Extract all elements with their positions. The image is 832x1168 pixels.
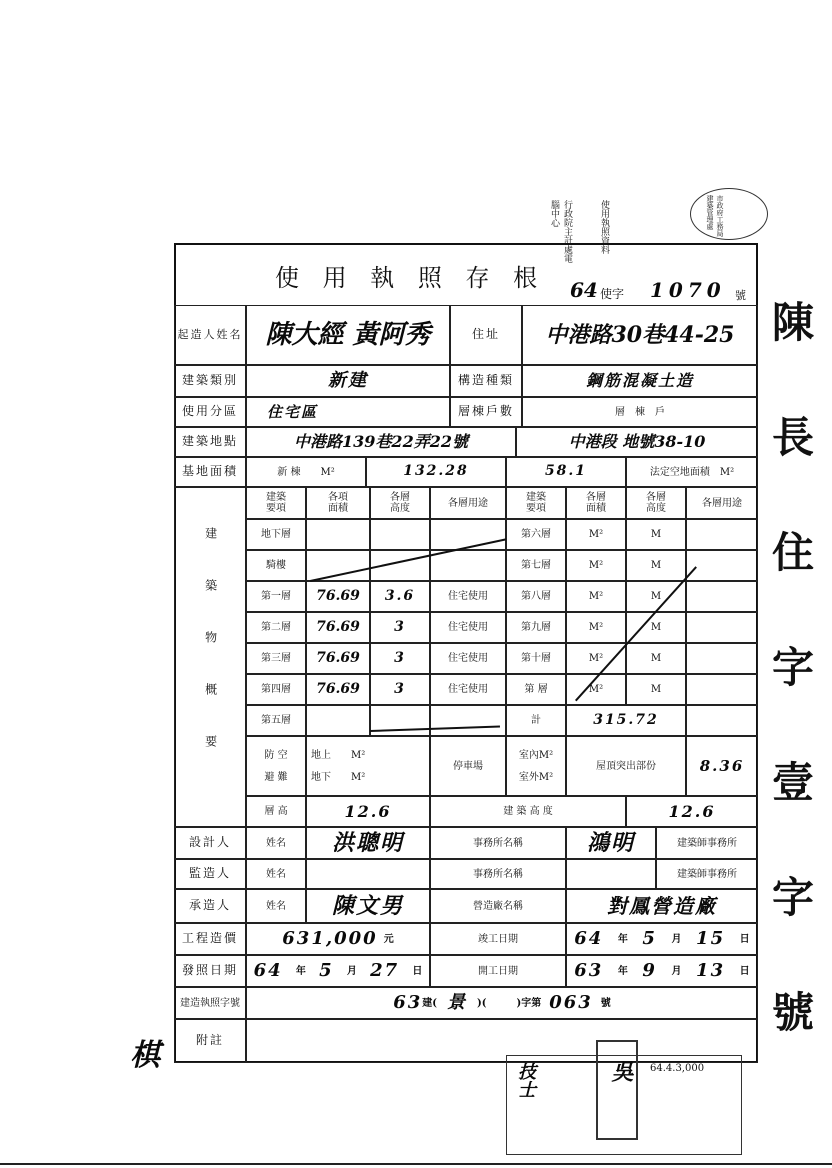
floor-name-right: 第六層 (506, 519, 566, 550)
floor-use-right (686, 612, 758, 643)
start-month: 9 (642, 960, 657, 982)
floor-name-right: 第十層 (506, 643, 566, 674)
design-architect: 建築師事務所 (656, 827, 758, 859)
issue-value: 64 年 5 月 27 日 (246, 955, 430, 987)
parking-values: 室內M² 室外M² (506, 736, 566, 796)
total-area: 315.72 (566, 705, 686, 736)
floor-height-right: M (626, 550, 686, 581)
defense-values: 地上 M² 地下 M² (306, 736, 430, 796)
col-item: 建築 要項 (246, 487, 306, 519)
legal-area: 法定空地面積 M² (626, 457, 758, 487)
margin-char: 陳 (772, 298, 815, 347)
address-value: 中港路30巷44-25 (522, 305, 758, 365)
floor-area (306, 705, 370, 736)
col-use: 各層用途 (430, 487, 506, 519)
circle-seal (690, 188, 768, 240)
structure-value: 鋼筋混凝土造 (522, 365, 758, 397)
floor-name: 地下層 (246, 519, 306, 550)
floor-name: 騎樓 (246, 550, 306, 581)
permit-label: 建造執照字號 (174, 987, 246, 1019)
floor-area-right: M² (566, 519, 626, 550)
design-office-value: 鴻明 (566, 827, 656, 859)
permit-value: 63 建( 景 )( )字第 063 號 (246, 987, 758, 1019)
col-use-r: 各層用途 (686, 487, 758, 519)
floor-name-right: 第 層 (506, 674, 566, 705)
builder-label: 起造人姓名 (174, 305, 246, 365)
margin-char: 字 (772, 643, 815, 692)
circle-seal-text: 市政府工務局建築管理處 (706, 195, 724, 237)
bottom-rule (0, 1163, 832, 1165)
permit-char: 建( (422, 997, 437, 1009)
floor-height-value: 12.6 (306, 796, 430, 827)
form-number: 1070 (650, 278, 726, 302)
floor-height-right: M (626, 519, 686, 550)
floor-area: 76.69 (306, 612, 370, 643)
floor-height: 3 (370, 612, 430, 643)
floor-use-right (686, 519, 758, 550)
side-note-2: 使用執照資料 (599, 200, 609, 254)
site-value: 中港路139巷22弄22號 (246, 427, 516, 457)
permit-number: 063 (549, 992, 593, 1014)
inspector-label: 技士 (515, 1062, 536, 1098)
design-label: 設計人 (174, 827, 246, 859)
floor-name: 第二層 (246, 612, 306, 643)
floor-height-right: M (626, 643, 686, 674)
cost-value: 631,000 元 (246, 923, 430, 955)
floor-height-label: 層 高 (246, 796, 306, 827)
side-note-1: 行政院主計處電腦中心 (549, 200, 572, 263)
col-height-r: 各層 高度 (626, 487, 686, 519)
inspector-seal (596, 1040, 638, 1140)
site-area-new: 新 棟 M² (246, 457, 366, 487)
floor-name-right: 第八層 (506, 581, 566, 612)
col-item-r: 建築 要項 (506, 487, 566, 519)
floor-area: 76.69 (306, 581, 370, 612)
contractor-value: 陳文男 (306, 889, 430, 923)
floor-name-right: 第七層 (506, 550, 566, 581)
margin-char: 字 (772, 873, 815, 922)
col-area: 各項 面積 (306, 487, 370, 519)
site-area-label: 基地面積 (174, 457, 246, 487)
finish-label: 竣工日期 (430, 923, 566, 955)
roof-value: 8.36 (686, 736, 758, 796)
floor-area (306, 519, 370, 550)
supervise-name-label: 姓名 (246, 859, 306, 889)
floor-area-right: M² (566, 674, 626, 705)
roof-label: 屋頂突出部份 (566, 736, 686, 796)
defense-label: 防 空 避 難 (246, 736, 306, 796)
floor-use-right (686, 550, 758, 581)
floors-units-value: 層 棟 戶 (522, 397, 758, 427)
remarks-label: 附註 (174, 1019, 246, 1063)
contractor-label: 承造人 (174, 889, 246, 923)
zoning-value: 住宅區 (246, 397, 450, 427)
floor-use: 住宅使用 (430, 581, 506, 612)
design-office-label: 事務所名稱 (430, 827, 566, 859)
floor-name: 第四層 (246, 674, 306, 705)
floor-height: 3 (370, 643, 430, 674)
floor-use-right (686, 643, 758, 674)
floor-height-right: M (626, 612, 686, 643)
address-label: 住址 (450, 305, 522, 365)
floor-use-right (686, 674, 758, 705)
site-area-other: 132.28 (366, 457, 506, 487)
supervise-office-value (566, 859, 656, 889)
floor-height-right: M (626, 581, 686, 612)
margin-char: 號 (772, 988, 815, 1037)
building-height-label: 建 築 高 度 (430, 796, 626, 827)
issue-day: 27 (370, 960, 400, 982)
form-title: 使 用 執 照 存 根 (275, 264, 546, 292)
floor-area: 76.69 (306, 674, 370, 705)
floor-use: 住宅使用 (430, 643, 506, 674)
floor-use (430, 550, 506, 581)
left-margin-mark: 棋 (130, 1038, 160, 1073)
number-suffix: 號 (735, 289, 746, 302)
designer-value: 洪聰明 (306, 827, 430, 859)
floors-units-label: 層棟戶數 (450, 397, 522, 427)
floor-area-right: M² (566, 612, 626, 643)
floor-name: 第一層 (246, 581, 306, 612)
floor-area-right: M² (566, 581, 626, 612)
finish-day: 15 (696, 928, 726, 950)
builder-value: 陳大經 黃阿秀 (246, 305, 450, 365)
finish-value: 64 年 5 月 15 日 (566, 923, 758, 955)
floor-area-right: M² (566, 643, 626, 674)
floor-height: 3 (370, 674, 430, 705)
issue-year: 64 (253, 960, 283, 982)
floor-use-right (686, 581, 758, 612)
number-prefix: 64 (570, 278, 598, 302)
margin-char: 住 (772, 528, 815, 577)
supervise-office-label: 事務所名稱 (430, 859, 566, 889)
start-year: 63 (574, 960, 604, 982)
floor-name: 第三層 (246, 643, 306, 674)
finish-month: 5 (642, 928, 657, 950)
issue-month: 5 (319, 960, 334, 982)
floor-name-right: 第九層 (506, 612, 566, 643)
floor-name-right: 計 (506, 705, 566, 736)
building-height-value: 12.6 (626, 796, 758, 827)
margin-char: 長 (772, 413, 815, 462)
start-value: 63 年 9 月 13 日 (566, 955, 758, 987)
floor-use: 住宅使用 (430, 674, 506, 705)
floor-area-right: M² (566, 550, 626, 581)
design-name-label: 姓名 (246, 827, 306, 859)
stamp-date: 64.4.3,000 (650, 1063, 705, 1074)
building-type-value: 新建 (246, 365, 450, 397)
floor-area (306, 550, 370, 581)
building-type-label: 建築類別 (174, 365, 246, 397)
floor-use: 住宅使用 (430, 612, 506, 643)
floor-height-right: M (626, 674, 686, 705)
floor-height (370, 519, 430, 550)
total-blank (686, 705, 758, 736)
supervise-name-value (306, 859, 430, 889)
inspector-seal-name: 吳 (608, 1060, 634, 1082)
supervise-architect: 建築師事務所 (656, 859, 758, 889)
floor-area: 76.69 (306, 643, 370, 674)
permit-cat: 景 (447, 992, 467, 1014)
finish-year: 64 (574, 928, 604, 950)
contractor-name-label: 姓名 (246, 889, 306, 923)
contractor-firm-label: 營造廠名稱 (430, 889, 566, 923)
zoning-label: 使用分區 (174, 397, 246, 427)
cost-label: 工程造價 (174, 923, 246, 955)
margin-char: 壹 (772, 758, 815, 807)
floor-name: 第五層 (246, 705, 306, 736)
start-day: 13 (696, 960, 726, 982)
summary-label: 建築物概要 (174, 487, 246, 827)
col-height: 各層 高度 (370, 487, 430, 519)
issue-label: 發照日期 (174, 955, 246, 987)
floor-height: 3.6 (370, 581, 430, 612)
col-area-r: 各層 面積 (566, 487, 626, 519)
floor-use (430, 705, 506, 736)
contractor-firm-value: 對鳳營造廠 (566, 889, 758, 923)
permit-year: 63 (393, 992, 423, 1014)
structure-label: 構造種類 (450, 365, 522, 397)
number-char: 使字 (600, 287, 625, 301)
supervise-label: 監造人 (174, 859, 246, 889)
parking-label: 停車場 (430, 736, 506, 796)
cost-amount: 631,000 (282, 928, 378, 950)
lot-value: 中港段 地號38-10 (516, 427, 758, 457)
coverage-value: 58.1 (506, 457, 626, 487)
site-label: 建築地點 (174, 427, 246, 457)
start-label: 開工日期 (430, 955, 566, 987)
